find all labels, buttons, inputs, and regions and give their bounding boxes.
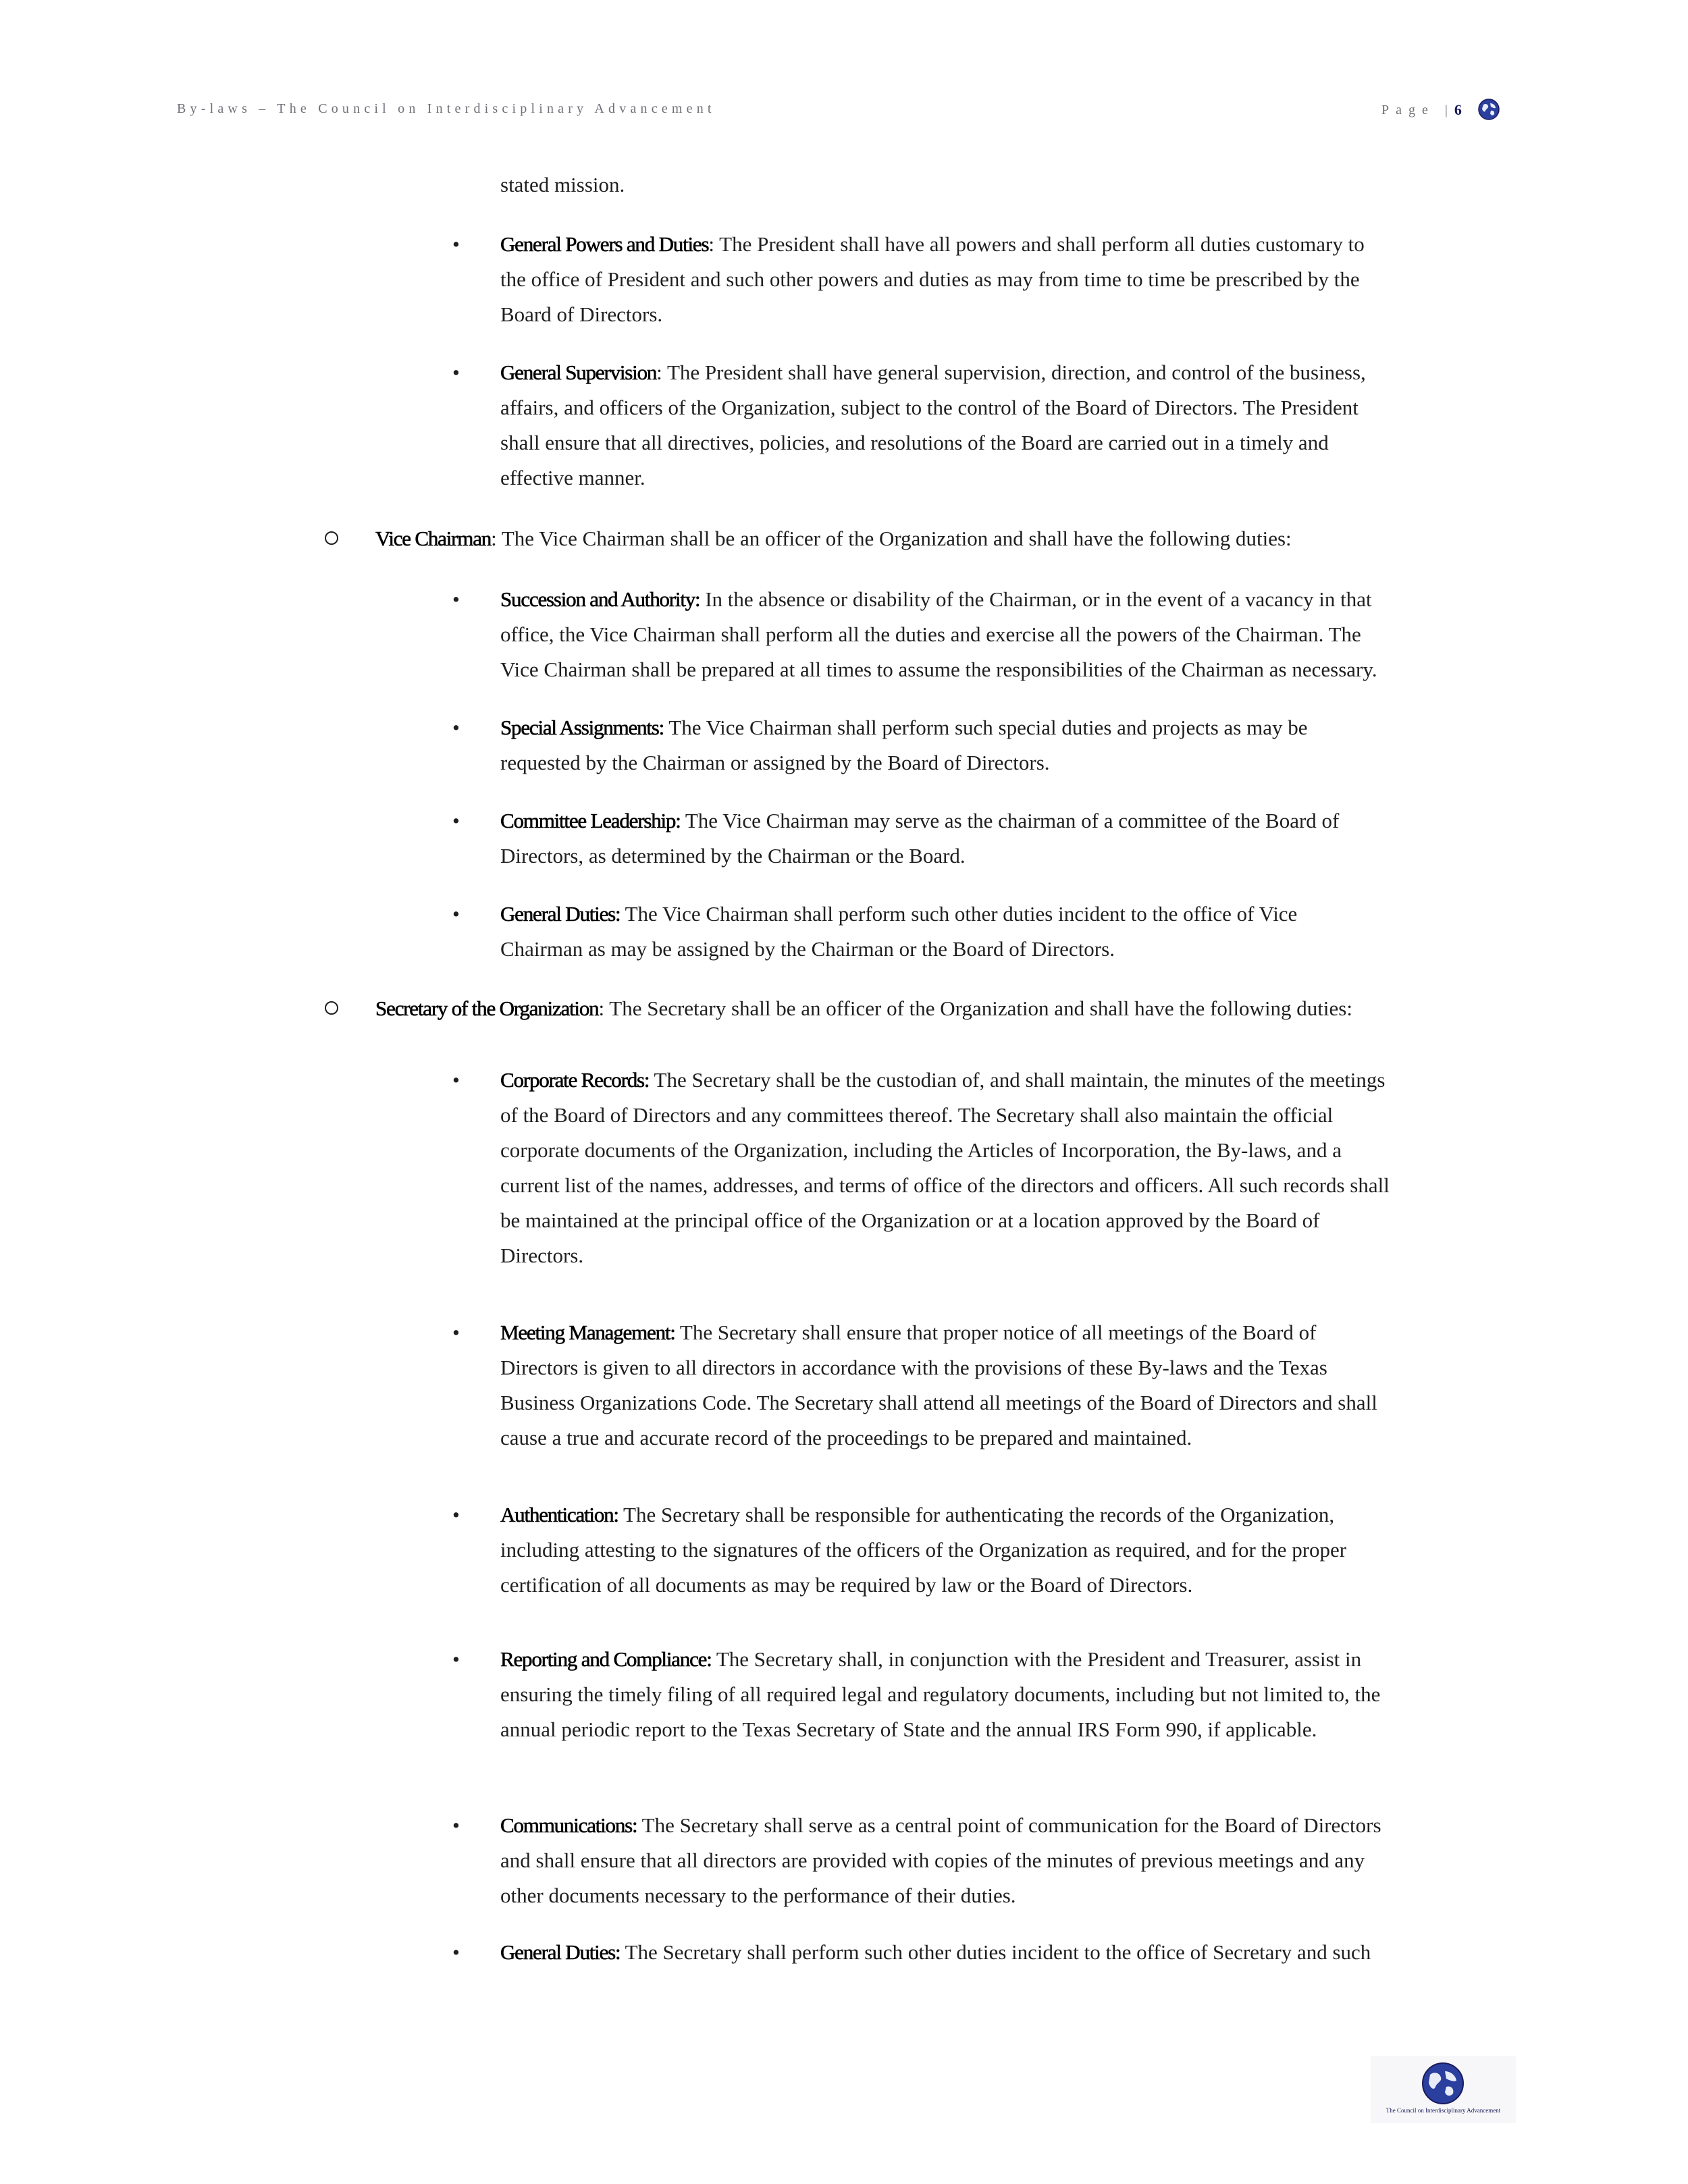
globe-logo-icon: [1419, 2061, 1467, 2106]
text-line: stated mission.: [500, 173, 625, 196]
list-item: [500, 1935, 1371, 1970]
text-line: and shall ensure that all directors are provided with copies of the minutes of previous meetings and any: [500, 1848, 1365, 1872]
text-line: affairs, and officers of the Organization, subject to the control of the Board of Directors. The President: [500, 396, 1359, 419]
text-line: certification of all documents as may be required by law or the Board of Directors.: [500, 1573, 1193, 1597]
text-line: other documents necessary to the performance of their duties.: [500, 1884, 1016, 1907]
text-line: In the absence or disability of the Chairman, or in the event of a vacancy in that: [700, 587, 1372, 611]
text-line: the office of President and such other powers and duties as may from time to time be prescribed by the: [500, 267, 1360, 291]
bullet-icon: •: [452, 1940, 460, 1964]
text-line: office, the Vice Chairman shall perform all the duties and exercise all the powers of the Chairman. The: [500, 622, 1361, 646]
text-line: The Vice Chairman may serve as the chairman of a committee of the Board of: [680, 809, 1340, 832]
circle-bullet-icon: [325, 531, 338, 545]
bullet-icon: •: [452, 1321, 460, 1344]
item-label: Corporate Records:: [500, 1068, 650, 1092]
text-line: shall ensure that all directives, policies, and resolutions of the Board are carried out in a timely and: [500, 431, 1329, 454]
text-line: be maintained at the principal office of the Organization or at a location approved by the Board of: [500, 1208, 1320, 1232]
text-line: annual periodic report to the Texas Secretary of State and the annual IRS Form 990, if applicable.: [500, 1717, 1317, 1741]
bullet-icon: •: [452, 716, 460, 739]
item-label: General Supervision: [500, 361, 657, 384]
section-label: Secretary of the Organization: [375, 996, 599, 1020]
text-line: ensuring the timely filing of all required legal and regulatory documents, including but not limited to, the: [500, 1682, 1381, 1706]
text-line: of the Board of Directors and any committees thereof. The Secretary shall also maintain the official: [500, 1103, 1334, 1127]
item-label: Meeting Management:: [500, 1321, 675, 1344]
text-line: corporate documents of the Organization, including the Articles of Incorporation, the By-laws, and a: [500, 1138, 1342, 1162]
bullet-icon: •: [452, 1813, 460, 1837]
text-line: Directors, as determined by the Chairman or the Board.: [500, 844, 966, 868]
bullet-icon: •: [452, 1647, 460, 1671]
section-text: : The Vice Chairman shall be an officer of the Organization and shall have the following duties:: [491, 527, 1292, 550]
text-line: current list of the names, addresses, and terms of office of the directors and officers. All such records shall: [500, 1173, 1390, 1197]
section-text: : The Secretary shall be an officer of the Organization and shall have the following duties:: [598, 996, 1352, 1020]
section-secretary: [375, 991, 1352, 1026]
bullet-icon: •: [452, 902, 460, 926]
list-item: [500, 1063, 1390, 1273]
list-item: [500, 897, 1297, 967]
list-item: [500, 582, 1377, 687]
bullet-icon: •: [452, 232, 460, 256]
list-item: [500, 227, 1365, 332]
text-line: cause a true and accurate record of the proceedings to be prepared and maintained.: [500, 1426, 1192, 1449]
text-line: The Secretary shall ensure that proper notice of all meetings of the Board of: [675, 1321, 1317, 1344]
text-line: The Secretary shall serve as a central point of communication for the Board of Directors: [637, 1813, 1381, 1837]
item-label: Committee Leadership:: [500, 809, 681, 832]
text-line: The Secretary shall be responsible for authenticating the records of the Organization,: [618, 1503, 1335, 1526]
circle-bullet-icon: [325, 1001, 338, 1015]
list-item: [500, 803, 1339, 874]
text-line: The Vice Chairman shall perform such other duties incident to the office of Vice: [620, 902, 1298, 926]
item-label: General Powers and Duties: [500, 232, 709, 256]
bullet-icon: •: [452, 361, 460, 384]
list-item: [500, 355, 1366, 496]
text-line: effective manner.: [500, 466, 645, 489]
list-item: [500, 1642, 1380, 1747]
page-number: 6: [1454, 101, 1462, 118]
footer-logo: [1371, 2056, 1516, 2123]
text-line: Directors is given to all directors in accordance with the provisions of these By-laws and the Texas: [500, 1356, 1327, 1379]
text-line: including attesting to the signatures of the officers of the Organization as required, and for the proper: [500, 1538, 1347, 1562]
text-line: The Secretary shall be the custodian of, and shall maintain, the minutes of the meetings: [649, 1068, 1386, 1092]
item-label: Communications:: [500, 1813, 637, 1837]
text-line: Directors.: [500, 1244, 584, 1267]
text-line: The Secretary shall, in conjunction with the President and Treasurer, assist in: [711, 1647, 1362, 1671]
logo-caption: The Council on Interdisciplinary Advancement: [1386, 2107, 1501, 2114]
item-label: Special Assignments:: [500, 716, 664, 739]
text-line: : The President shall have general supervision, direction, and control of the business,: [656, 361, 1366, 384]
item-label: General Duties:: [500, 902, 621, 926]
bullet-icon: •: [452, 1503, 460, 1526]
continuation-text: [500, 167, 625, 203]
text-line: requested by the Chairman or assigned by the Board of Directors.: [500, 751, 1050, 774]
globe-icon: [1477, 98, 1500, 121]
running-header-title: By-laws – The Council on Interdisciplinary Advancement: [177, 101, 716, 116]
item-label: Reporting and Compliance:: [500, 1647, 712, 1671]
page-label: Page |: [1381, 102, 1454, 117]
section-label: Vice Chairman: [375, 527, 492, 550]
list-item: [500, 1808, 1381, 1913]
text-line: The Secretary shall perform such other duties incident to the office of Secretary and such: [620, 1940, 1371, 1964]
bullet-icon: •: [452, 1068, 460, 1092]
bullet-icon: •: [452, 809, 460, 832]
text-line: Board of Directors.: [500, 302, 663, 326]
item-label: Authentication:: [500, 1503, 618, 1526]
text-line: : The President shall have all powers and shall perform all duties customary to: [708, 232, 1365, 256]
section-vice-chairman: [375, 521, 1292, 556]
bullet-icon: •: [452, 587, 460, 611]
page-number-block: [1381, 101, 1462, 119]
item-label: Succession and Authority:: [500, 587, 700, 611]
text-line: Business Organizations Code. The Secretary shall attend all meetings of the Board of Directors and shall: [500, 1391, 1377, 1414]
list-item: [500, 1315, 1377, 1456]
text-line: Chairman as may be assigned by the Chairman or the Board of Directors.: [500, 937, 1115, 961]
list-item: [500, 710, 1307, 780]
list-item: [500, 1497, 1346, 1603]
text-line: Vice Chairman shall be prepared at all times to assume the responsibilities of the Chairman as necessary.: [500, 658, 1377, 681]
text-line: The Vice Chairman shall perform such special duties and projects as may be: [664, 716, 1308, 739]
item-label: General Duties:: [500, 1940, 621, 1964]
